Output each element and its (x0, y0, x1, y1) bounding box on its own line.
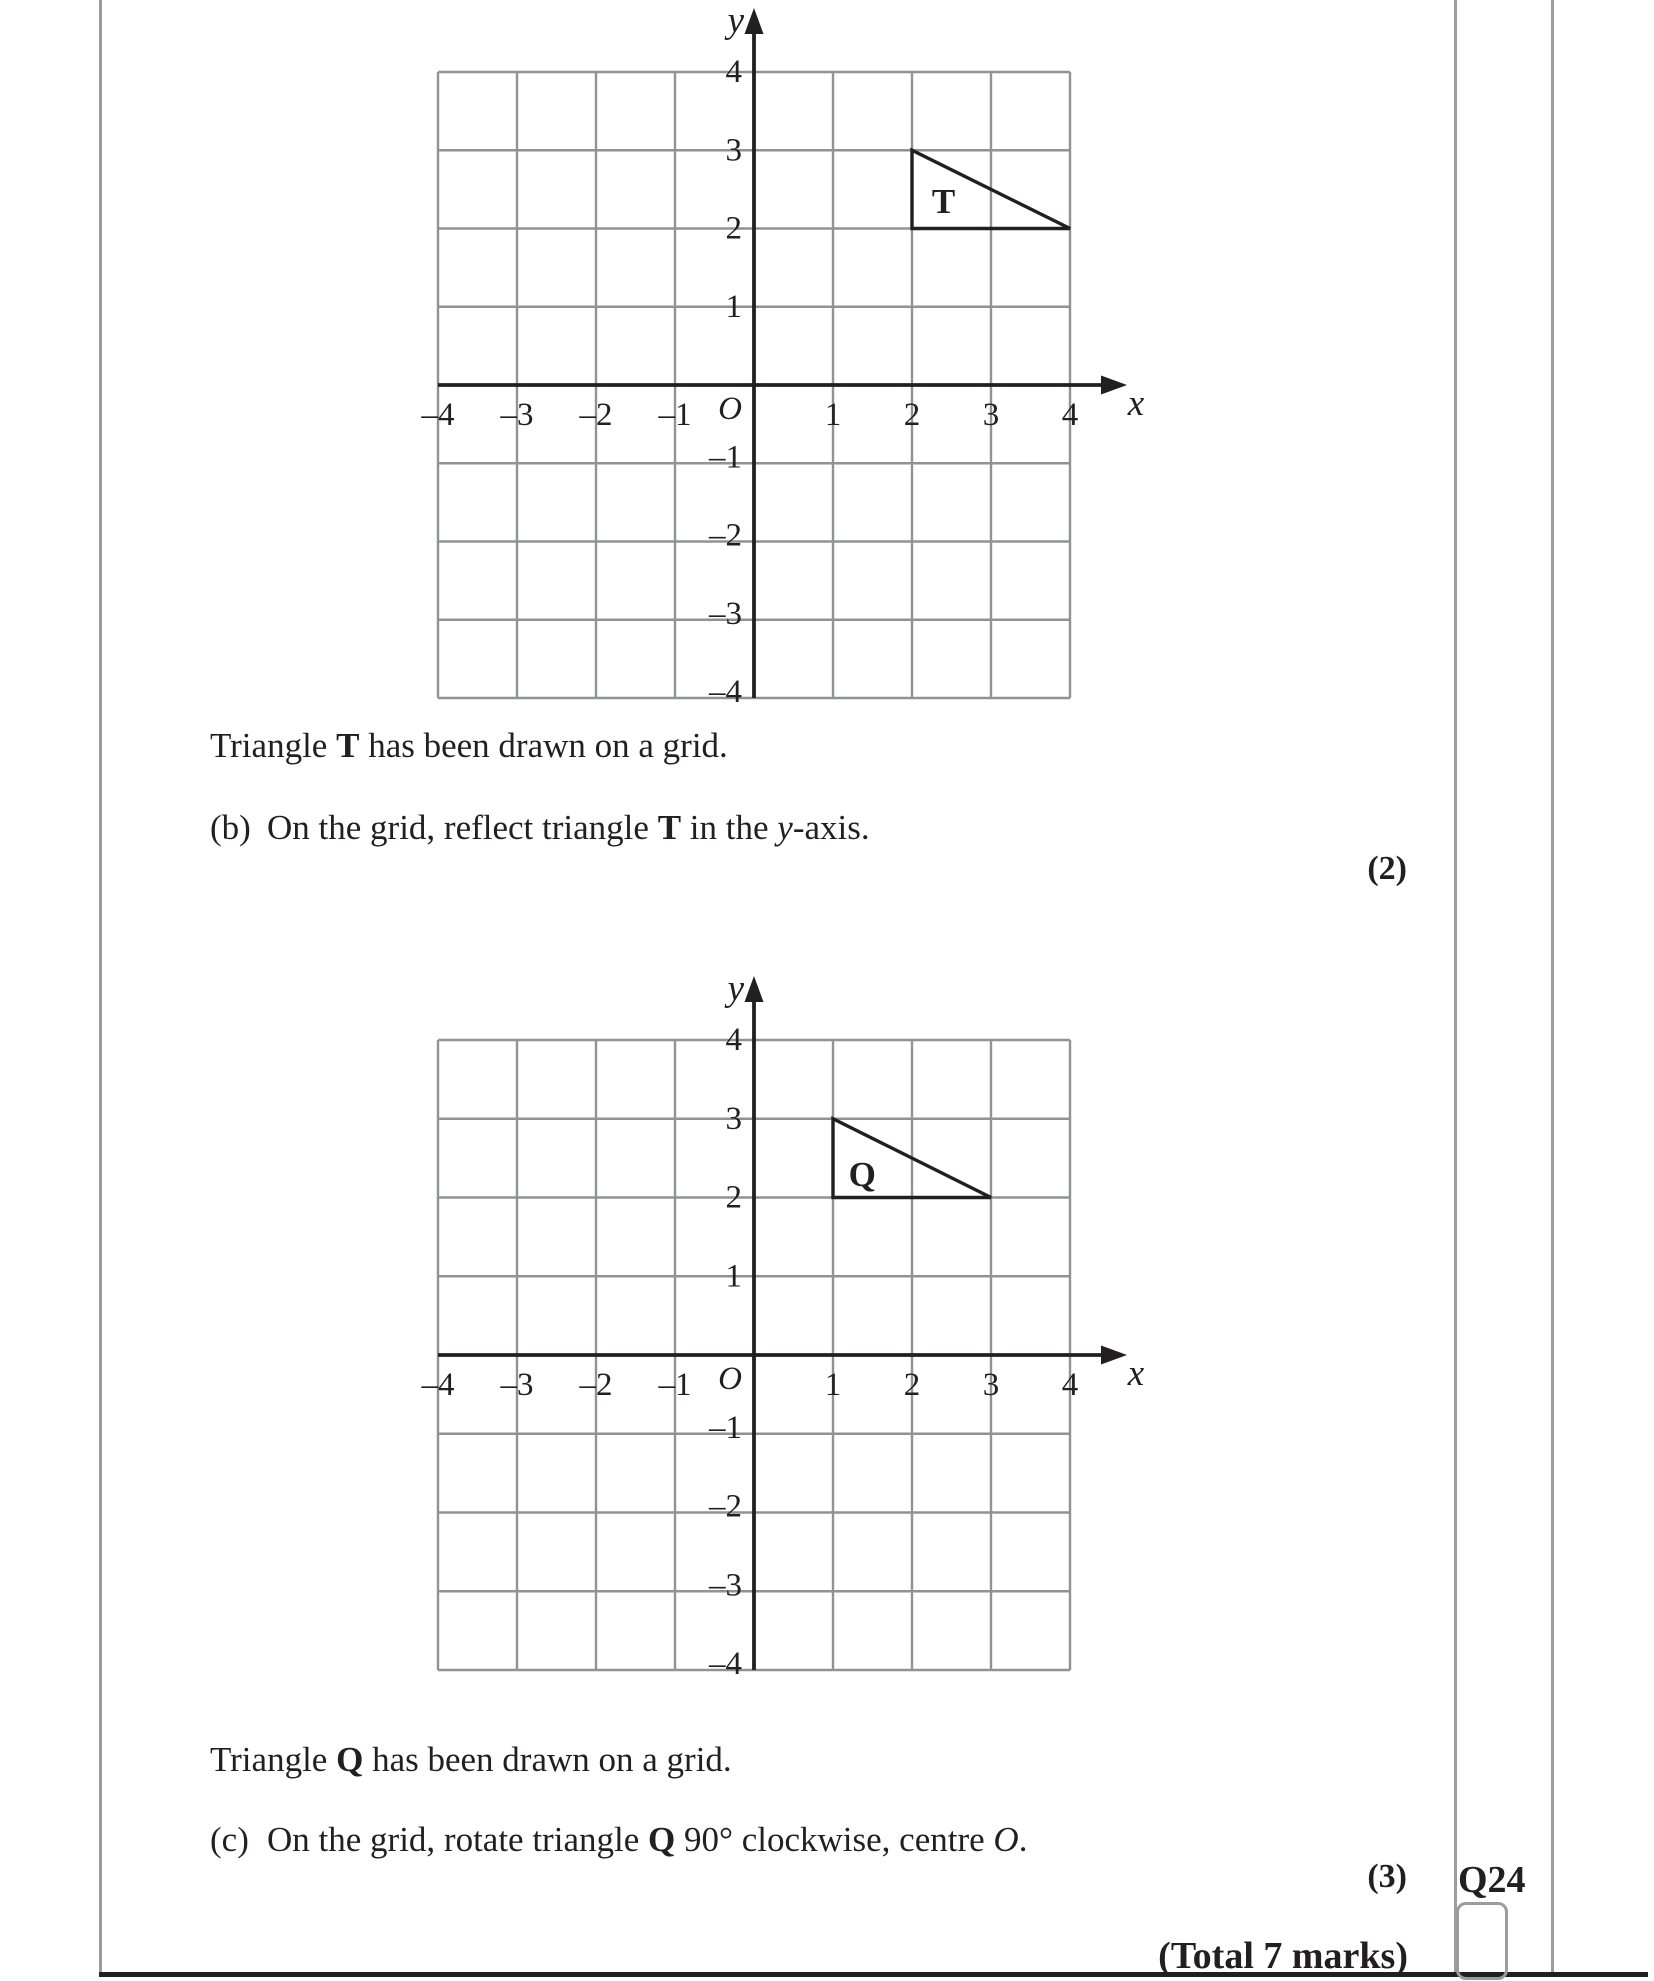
x-tick-label: –1 (658, 397, 692, 433)
y-tick-label: 3 (725, 132, 742, 169)
x-tick-label: 3 (982, 397, 1000, 433)
y-tick-label: 4 (725, 54, 742, 90)
part-c-text: . (1018, 1820, 1028, 1859)
y-tick-label: –2 (709, 517, 742, 554)
statement-text: has been drawn on a grid. (359, 726, 728, 765)
origin-name: O (993, 1820, 1019, 1859)
y-tick-label: –1 (709, 439, 742, 476)
statement-text: Triangle (210, 1740, 337, 1779)
triangle-q-name: Q (647, 1820, 676, 1859)
y-axis-label: y (727, 968, 744, 1009)
y-axis-label: y (727, 0, 744, 41)
part-b-text: On the grid, reflect triangle (267, 808, 658, 847)
y-axis-arrow (745, 8, 764, 34)
part-b-text: in the (681, 808, 778, 847)
triangle-t-name: T (336, 726, 360, 765)
total-marks: (Total 7 marks) (1158, 1935, 1408, 1977)
x-tick-label: 4 (1061, 397, 1079, 433)
x-axis-arrow (1101, 376, 1127, 395)
x-tick-label: –1 (658, 1367, 692, 1403)
statement-text: Triangle (210, 726, 337, 765)
question-part-b (210, 808, 870, 848)
x-tick-label: 2 (903, 397, 921, 433)
marks-part-b: (2) (1367, 850, 1407, 887)
origin-label: O (718, 391, 742, 427)
statement-triangle-t (210, 726, 728, 766)
triangle-label-q: Q (848, 1154, 876, 1194)
part-b-label: (b) (210, 808, 251, 847)
y-tick-label: 4 (725, 1022, 742, 1058)
x-tick-label: 1 (824, 397, 842, 433)
y-tick-label: –2 (709, 1488, 742, 1525)
x-tick-label: –3 (500, 1367, 534, 1403)
y-tick-label: 3 (725, 1100, 742, 1137)
y-axis-arrow (745, 976, 764, 1002)
part-c-text: On the grid, rotate triangle (267, 1820, 648, 1859)
y-tick-label: –3 (709, 595, 742, 632)
x-axis-label: x (1127, 1353, 1145, 1394)
y-tick-label: –4 (709, 674, 742, 710)
part-b-text: -axis. (792, 808, 870, 847)
triangle-label-t: T (931, 182, 956, 222)
question-number-tag: Q24 (1458, 1859, 1526, 1901)
statement-triangle-q (210, 1740, 732, 1780)
x-axis-label: x (1127, 383, 1145, 424)
question-part-c (210, 1820, 1027, 1860)
triangle-t-name: T (657, 808, 682, 847)
y-tick-label: 1 (725, 1258, 742, 1295)
x-tick-label: –4 (421, 397, 455, 433)
part-c-label: (c) (210, 1820, 249, 1859)
x-tick-label: –2 (579, 1367, 613, 1403)
y-tick-label: 2 (725, 210, 742, 247)
marks-part-c: (3) (1367, 1858, 1407, 1895)
x-tick-label: 3 (982, 1367, 1000, 1403)
x-tick-label: 4 (1061, 1367, 1079, 1403)
y-tick-label: 1 (725, 288, 742, 325)
x-tick-label: –4 (421, 1367, 455, 1403)
y-axis-name: y (777, 808, 793, 847)
x-tick-label: 1 (824, 1367, 842, 1403)
x-tick-label: –2 (579, 397, 613, 433)
grid-part-b (421, 0, 1145, 710)
x-tick-label: –3 (500, 397, 534, 433)
grid-part-c (421, 968, 1145, 1682)
part-c-text: 90° clockwise, centre (675, 1820, 994, 1859)
y-tick-label: –3 (709, 1567, 742, 1604)
x-axis-arrow (1101, 1346, 1127, 1365)
y-tick-label: 2 (725, 1179, 742, 1216)
x-tick-label: 2 (903, 1367, 921, 1403)
y-tick-label: –1 (709, 1409, 742, 1446)
examiner-mark-box (1456, 1902, 1508, 1980)
triangle-q-name: Q (336, 1740, 364, 1779)
origin-label: O (718, 1361, 742, 1397)
statement-text: has been drawn on a grid. (363, 1740, 732, 1779)
y-tick-label: –4 (709, 1646, 742, 1682)
